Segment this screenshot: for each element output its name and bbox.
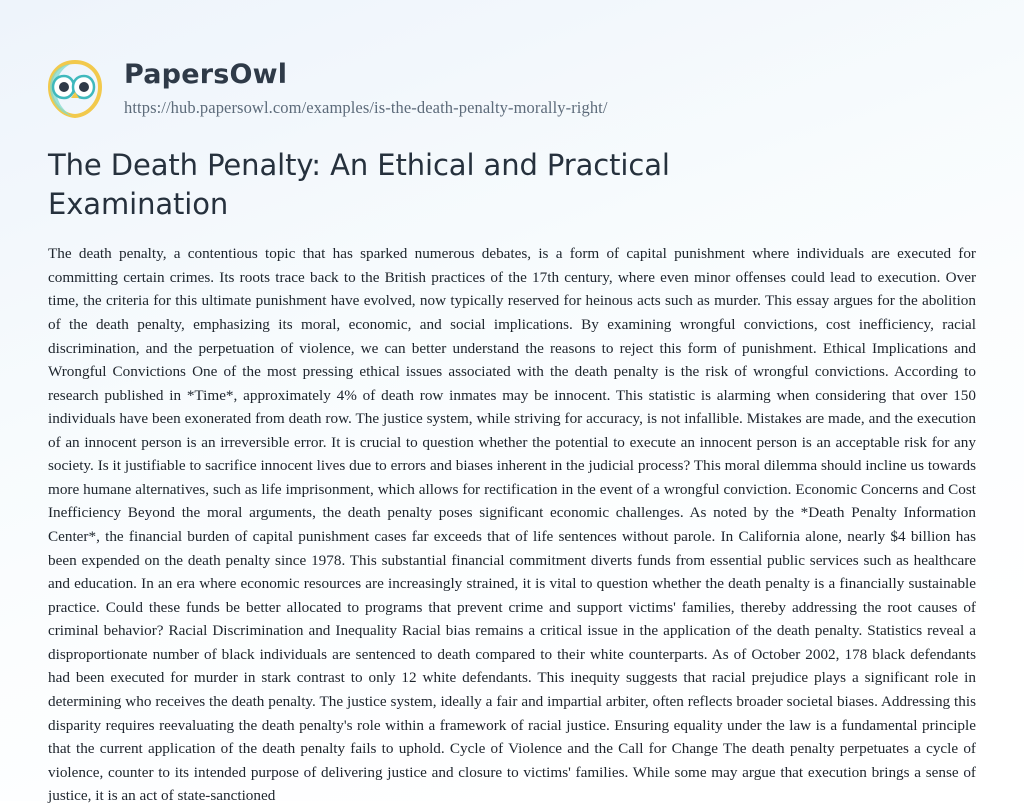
brand-block bbox=[124, 52, 608, 118]
brand-name: PapersOwl bbox=[124, 59, 288, 90]
site-header bbox=[0, 0, 1024, 120]
site-url[interactable]: https://hub.papersowl.com/examples/is-the-death-penalty-morally-right/ bbox=[124, 97, 608, 117]
document-content bbox=[0, 120, 1024, 808]
owl-logo-icon bbox=[44, 58, 106, 120]
article-body bbox=[48, 242, 976, 808]
article-paragraph: The death penalty, a contentious topic that has sparked numerous debates, is a form of capital punishment where individuals are executed for committing certain crimes. Its roots trace back to the British practices of the 17th century, where even minor offenses could lead to execution. Over time, the criteria for this ultimate punishment have evolved, now typically reserved for heinous acts such as murder. This essay argues for the abolition of the death penalty, emphasizing its moral, economic, and social implications. By examining wrongful convictions, cost inefficiency, racial discrimination, and the perpetuation of violence, we can better understand the reasons to reject this form of punishment. Ethical Implications and Wrongful Convictions One of the most pressing ethical issues associated with the death penalty is the risk of wrongful convictions. According to research published in *Time*, approximately 4% of death row inmates may be innocent. This statistic is alarming when considering that over 150 individuals have been exonerated from death row. The justice system, while striving for accuracy, is not infallible. Mistakes are made, and the execution of an innocent person is an irreversible error. It is crucial to question whether the potential to execute an innocent person is an acceptable risk for any society. Is it justifiable to sacrifice innocent lives due to errors and biases inherent in the judicial process? This moral dilemma should incline us towards more humane alternatives, such as life imprisonment, which allows for rectification in the event of a wrongful conviction. Economic Concerns and Cost Inefficiency Beyond the moral arguments, the death penalty poses significant economic challenges. As noted by the *Death Penalty Information Center*, the financial burden of capital punishment cases far exceeds that of life sentences without parole. In California alone, nearly $4 billion has been expended on the death penalty since 1978. This substantial financial commitment diverts funds from essential public services such as healthcare and education. In an era where economic resources are increasingly strained, it is vital to question whether the death penalty is a financially sustainable practice. Could these funds be better allocated to programs that prevent crime and support victims' families, thereby addressing the root causes of criminal behavior? Racial Discrimination and Inequality Racial bias remains a critical issue in the application of the death penalty. Statistics reveal a disproportionate number of black individuals are sentenced to death compared to their white counterparts. As of October 2002, 178 black defendants had been executed for murder in stark contrast to only 12 white defendants. This inequity suggests that racial prejudice plays a significant role in determining who receives the death penalty. The justice system, ideally a fair and impartial arbiter, often reflects broader societal biases. Addressing this disparity requires reevaluating the death penalty's role within a framework of racial justice. Ensuring equality under the law is a fundamental principle that the current application of the death penalty fails to uphold. Cycle of Violence and the Call for Change The death penalty perpetuates a cycle of violence, counter to its intended purpose of delivering justice and closure to victims' families. While some may argue that execution brings a sense of justice, it is an act of state-sanctioned bbox=[48, 245, 976, 805]
page-title: The Death Penalty: An Ethical and Practical Examination bbox=[48, 148, 670, 222]
